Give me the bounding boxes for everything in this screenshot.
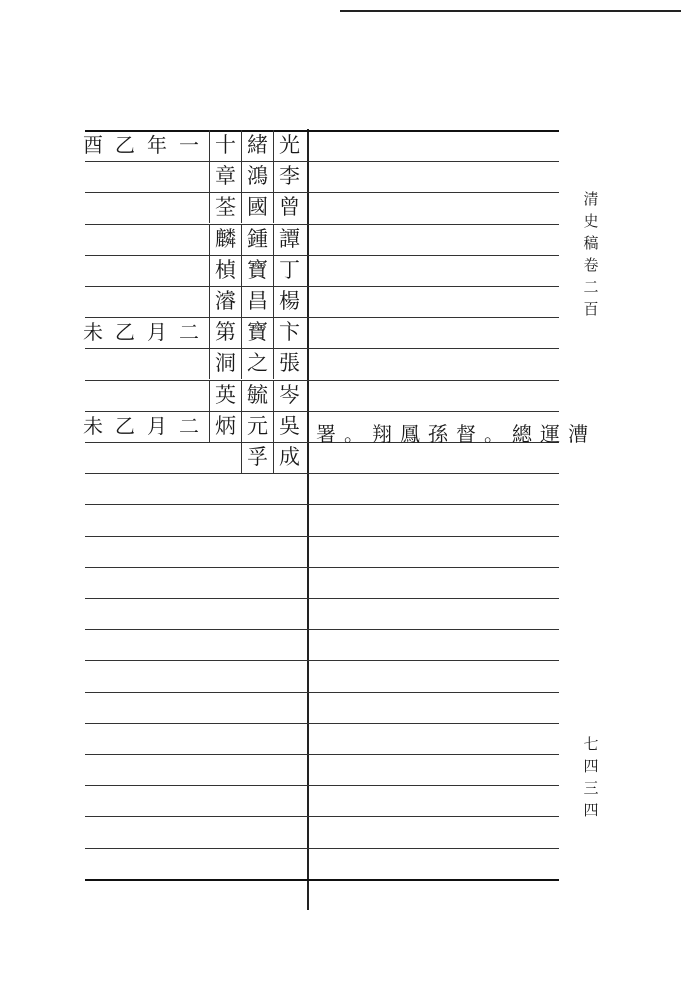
table-row (85, 286, 307, 317)
name-char: 麟 (209, 224, 241, 255)
name-char: 章 (209, 161, 241, 192)
date-text: 未乙月二 (83, 414, 211, 438)
table-rule (85, 816, 559, 817)
name-char (209, 442, 241, 473)
table-row (85, 255, 307, 286)
name-char: 炳 (209, 411, 241, 442)
name-char: 第 (209, 317, 241, 348)
name-char: 吳 (273, 411, 305, 442)
book-title-vertical: 清 史 稿 卷 二 百 (583, 190, 599, 318)
name-char: 寶 (241, 255, 273, 286)
name-char: 岑 (273, 380, 305, 411)
date-text: 未乙月二 (83, 320, 211, 344)
name-char: 國 (241, 192, 273, 223)
name-char: 洞 (209, 348, 241, 379)
name-char: 楨 (209, 255, 241, 286)
name-char: 濬 (209, 286, 241, 317)
name-char: 之 (241, 348, 273, 379)
name-char: 寶 (241, 317, 273, 348)
name-char: 昌 (241, 286, 273, 317)
name-char: 鍾 (241, 224, 273, 255)
name-char: 光 (273, 130, 305, 161)
name-char: 成 (273, 442, 305, 473)
remark-text: 署。翔鳳孫督。總運漕 (316, 422, 596, 446)
name-char: 楊 (273, 286, 305, 317)
name-char: 英 (209, 380, 241, 411)
table-rule (85, 473, 559, 474)
page-number-vertical: 七 四 三 四 (583, 735, 599, 819)
name-char: 張 (273, 348, 305, 379)
table-row (85, 130, 307, 161)
table-rule (85, 536, 559, 537)
table-rule (85, 879, 559, 881)
name-char: 荃 (209, 192, 241, 223)
table-rule (85, 848, 559, 849)
table-row (85, 161, 307, 192)
name-char: 李 (273, 161, 305, 192)
table-row (85, 317, 307, 348)
table-rule (85, 692, 559, 693)
name-char: 元 (241, 411, 273, 442)
name-char: 緒 (241, 130, 273, 161)
date-text: 酉乙年一 (83, 133, 211, 157)
table-rule (85, 598, 559, 599)
name-char: 十 (209, 130, 241, 161)
table-row (85, 192, 307, 223)
table-rule (85, 567, 559, 568)
table-rule (85, 723, 559, 724)
name-char: 毓 (241, 380, 273, 411)
table-row (85, 380, 307, 411)
table-rule (85, 660, 559, 661)
name-char: 譚 (273, 224, 305, 255)
table-rule (85, 754, 559, 755)
table-row (85, 442, 307, 473)
name-char: 卞 (273, 317, 305, 348)
table-row (85, 348, 307, 379)
name-char: 丁 (273, 255, 305, 286)
name-char: 曾 (273, 192, 305, 223)
name-char: 孚 (241, 442, 273, 473)
table-row (85, 224, 307, 255)
table-row (85, 411, 307, 442)
column-divider (307, 129, 309, 910)
table-rule (85, 629, 559, 630)
name-char: 鴻 (241, 161, 273, 192)
table-rule (85, 504, 559, 505)
table-rule (85, 785, 559, 786)
